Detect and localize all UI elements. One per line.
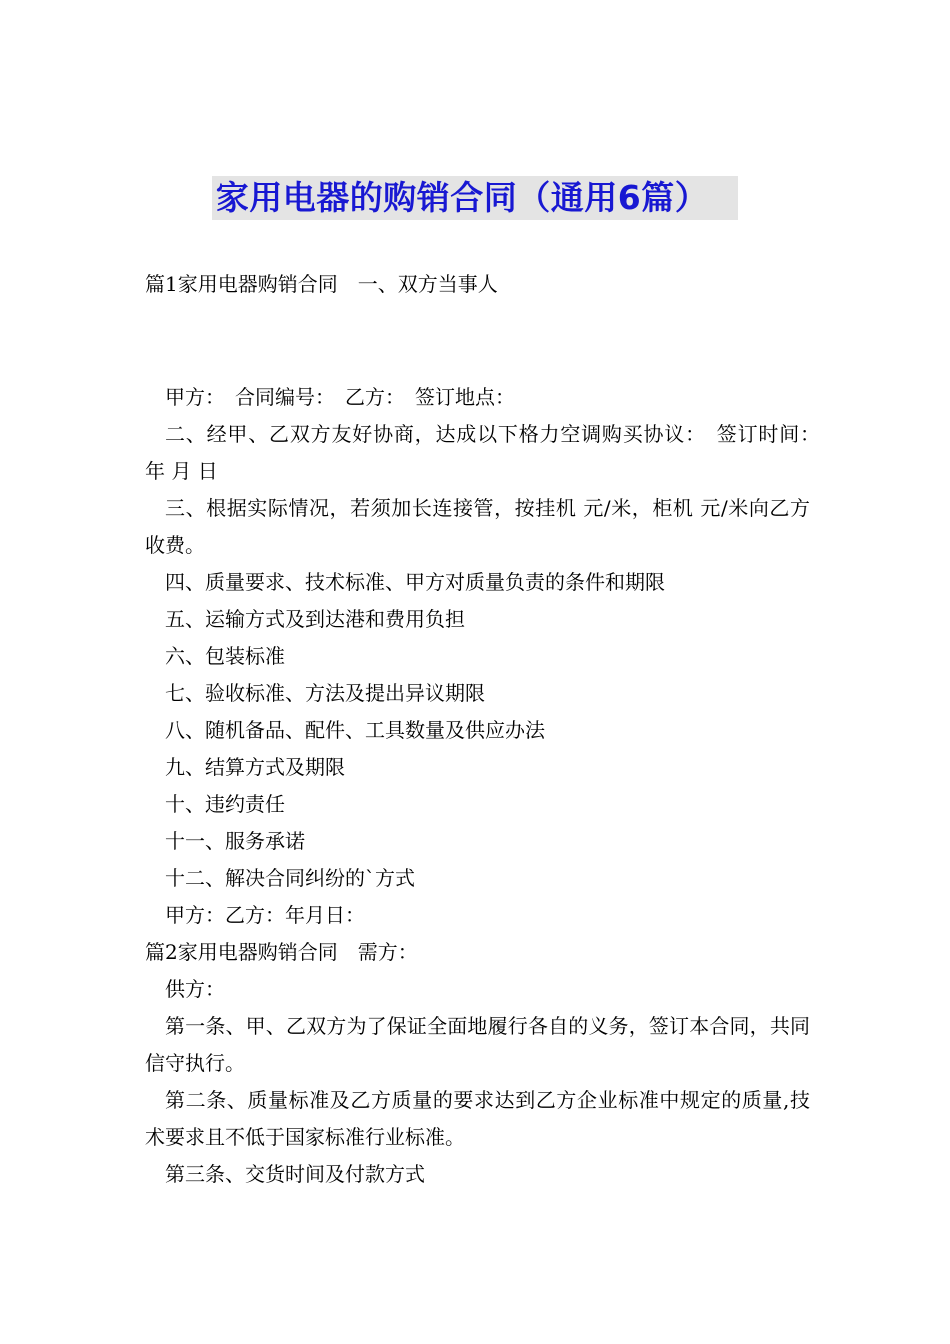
- paragraph-clause-3: 三、根据实际情况，若须加长连接管，按挂机 元/米，柜机 元/米向乙方收费。: [145, 496, 810, 557]
- blank-gap: [145, 303, 810, 379]
- paragraph-clause-6: 六、包装标准: [165, 644, 285, 668]
- paragraph-contract-1-heading: 篇1家用电器购销合同 一、双方当事人: [145, 272, 498, 296]
- paragraph-clause-7: 七、验收标准、方法及提出异议期限: [165, 681, 485, 705]
- paragraph-signature: 甲方：乙方：年月日：: [165, 903, 365, 927]
- paragraph-clause-5: 五、运输方式及到达港和费用负担: [165, 607, 465, 631]
- paragraph-supplier: 供方：: [165, 977, 225, 1001]
- paragraph-clause-10: 十、违约责任: [165, 792, 285, 816]
- paragraph-article-3: 第三条、交货时间及付款方式: [165, 1162, 425, 1186]
- paragraph-article-2: 第二条、质量标准及乙方质量的要求达到乙方企业标准中规定的质量,技术要求且不低于国家标准行业标准。: [145, 1088, 810, 1149]
- paragraph-parties: 甲方： 合同编号： 乙方： 签订地点：: [165, 385, 515, 409]
- paragraph-article-1: 第一条、甲、乙双方为了保证全面地履行各自的义务，签订本合同，共同信守执行。: [145, 1014, 810, 1075]
- paragraph-clause-2: 二、经甲、乙双方友好协商，达成以下格力空调购买协议： 签订时间： 年 月 日: [145, 422, 830, 483]
- paragraph-clause-11: 十一、服务承诺: [165, 829, 305, 853]
- paragraph-clause-9: 九、结算方式及期限: [165, 755, 345, 779]
- paragraph-clause-4: 四、质量要求、技术标准、甲方对质量负责的条件和期限: [165, 570, 665, 594]
- document-body: [145, 266, 830, 1193]
- paragraph-contract-2-heading: 篇2家用电器购销合同 需方：: [145, 940, 418, 964]
- title-container: [0, 176, 950, 220]
- paragraph-clause-12: 十二、解决合同纠纷的`方式: [165, 866, 415, 890]
- document-title: 家用电器的购销合同（通用6篇）: [212, 176, 738, 220]
- paragraph-clause-8: 八、随机备品、配件、工具数量及供应办法: [165, 718, 545, 742]
